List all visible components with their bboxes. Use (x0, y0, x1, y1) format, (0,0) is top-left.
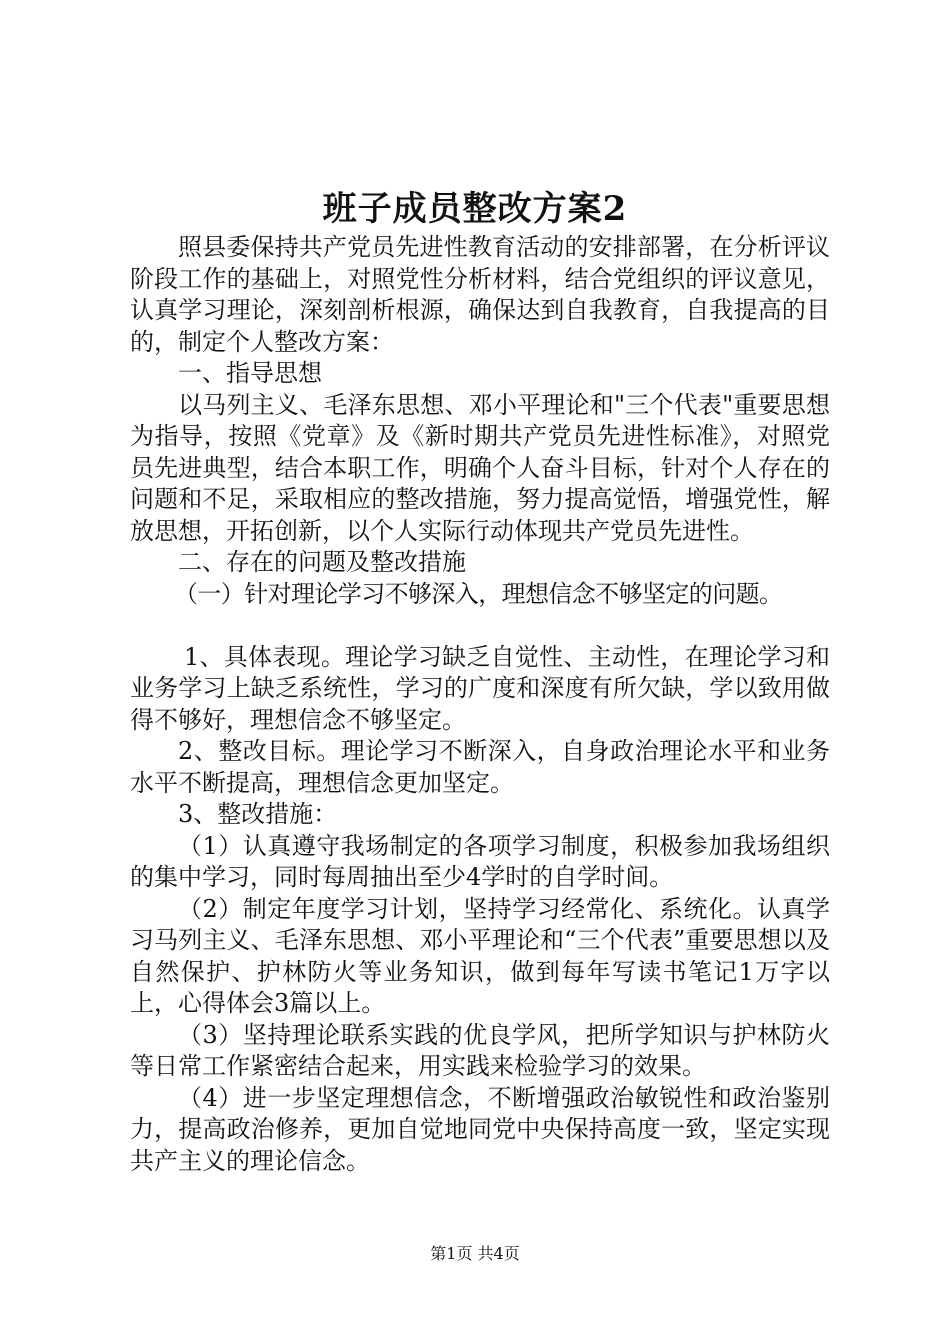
page-footer: 第1页 共4页 (430, 1244, 520, 1263)
intro-paragraph: 照县委保持共产党员先进性教育活动的安排部署，在分析评议阶段工作的基础上，对照党性分析材料，结合党组织的评议意见，认真学习理论，深刻剖析根源，确保达到自我教育，自我提高的目的，制定个人整改方案： (130, 233, 830, 356)
section-heading-problems: 二、存在的问题及整改措施 (178, 548, 466, 576)
item-rectification-goal: 2、整改目标。理论学习不断深入，自身政治理论水平和业务水平不断提高，理想信念更加坚定。 (130, 737, 830, 797)
measure-1: （1）认真遵守我场制定的各项学习制度，积极参加我场组织的集中学习，同时每周抽出至少4学时的自学时间。 (130, 831, 830, 891)
item-specific-performance: 1、具体表现。理论学习缺乏自觉性、主动性，在理论学习和业务学习上缺乏系统性，学习的广度和深度有所欠缺，学以致用做得不够好，理想信念不够坚定。 (130, 642, 830, 734)
blank-line (130, 610, 830, 642)
measure-3: （3）坚持理论联系实践的优良学风，把所学知识与护林防火等日常工作紧密结合起来，用实践来检验学习的效果。 (130, 1020, 830, 1080)
guiding-thought-paragraph: 以马列主义、毛泽东思想、邓小平理论和"三个代表"重要思想为指导，按照《党章》及《新时期共产党员先进性标准》，对照党员先进典型，结合本职工作，明确个人奋斗目标，针对个人存在的问题和不足，采取相应的整改措施，努力提高觉悟，增强党性，解放思想，开拓创新，以个人实际行动体现共产党员先进性。 (130, 390, 830, 545)
document-body (130, 232, 830, 1177)
section-heading-guiding-thought: 一、指导思想 (178, 359, 322, 387)
subsection-heading-theory-study: （一）针对理论学习不够深入，理想信念不够坚定的问题。 (174, 579, 783, 608)
item-rectification-measures: 3、整改措施： (178, 800, 338, 828)
measure-4: （4）进一步坚定理想信念，不断增强政治敏锐性和政治鉴别力，提高政治修养，更加自觉地同党中央保持高度一致，坚定实现共产主义的理论信念。 (130, 1083, 830, 1175)
document-title: 班子成员整改方案2 (322, 189, 628, 229)
measure-2: （2）制定年度学习计划，坚持学习经常化、系统化。认真学习马列主义、毛泽东思想、邓小平理论和“三个代表”重要思想以及自然保护、护林防火等业务知识，做到每年写读书笔记1万字以上，心得体会3篇以上。 (130, 894, 830, 1017)
